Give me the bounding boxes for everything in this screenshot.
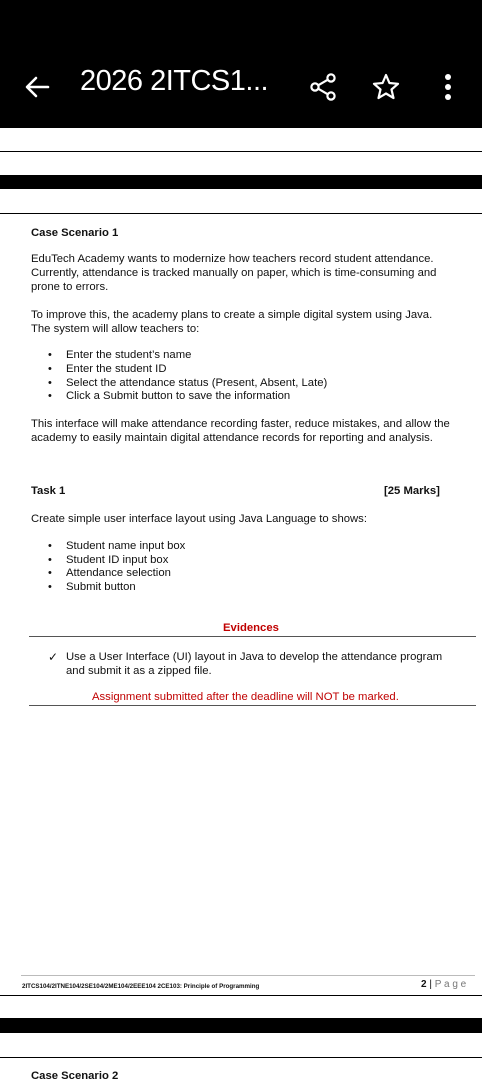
list-item: Submit button [66, 581, 136, 593]
bullet-dot: • [48, 540, 52, 552]
task-marks: [25 Marks] [384, 485, 440, 497]
evidences-heading: Evidences [223, 622, 279, 634]
task-heading: Task 1 [31, 485, 66, 497]
page-gap-band [0, 175, 482, 189]
bullet-dot: • [48, 349, 52, 361]
app-bar [0, 0, 482, 128]
deadline-note: Assignment submitted after the deadline will NOT be marked. [92, 691, 399, 703]
share-icon[interactable] [308, 72, 338, 102]
check-mark-icon: ✓ [48, 650, 59, 664]
evidences-rule [29, 636, 476, 637]
page-divider [0, 213, 482, 214]
more-vert-icon[interactable] [436, 72, 460, 102]
footer-course-codes: 2ITCS104/2ITNE104/2SE104/2ME104/2EEE104 2CE103: Principle of Programming [22, 983, 260, 990]
page-word: P a g e [434, 979, 467, 990]
case-heading: Case Scenario 1 [31, 227, 119, 239]
page-divider [0, 995, 482, 996]
list-item: Select the attendance status (Present, Absent, Late) [66, 377, 328, 389]
document-title: 2026 2ITCS1... [80, 65, 269, 97]
task-description: Create simple user interface layout using Java Language to shows: [31, 513, 367, 525]
para-line: To improve this, the academy plans to create a simple digital system using Java. [31, 309, 433, 321]
list-item: Attendance selection [66, 567, 171, 579]
para-line: The system will allow teachers to: [31, 323, 200, 335]
list-item: Enter the student ID [66, 363, 167, 375]
list-item: Student name input box [66, 540, 186, 552]
bullet-dot: • [48, 581, 52, 593]
bullet-dot: • [48, 390, 52, 402]
note-rule [29, 705, 476, 706]
para-line: prone to errors. [31, 281, 109, 293]
bullet-dot: • [48, 377, 52, 389]
para-line: Currently, attendance is tracked manually on paper, which is time-consuming and [31, 267, 437, 279]
case-heading-2: Case Scenario 2 [31, 1070, 119, 1082]
back-arrow-icon[interactable] [22, 72, 52, 102]
footer-page-number [421, 978, 466, 991]
list-item: Enter the student’s name [66, 349, 192, 361]
page-gap-band [0, 1018, 482, 1033]
bullet-dot: • [48, 363, 52, 375]
para-line: academy to easily maintain digital attendance records for reporting and analysis. [31, 432, 433, 444]
evidence-line: Use a User Interface (UI) layout in Java to develop the attendance program [66, 651, 443, 663]
evidence-line: and submit it as a zipped file. [66, 665, 212, 677]
footer-rule [21, 975, 475, 976]
page-separator: | [429, 979, 432, 990]
page-number: 2 [421, 979, 427, 990]
para-line: This interface will make attendance recording faster, reduce mistakes, and allow the [31, 418, 450, 430]
bullet-dot: • [48, 554, 52, 566]
star-icon[interactable] [371, 72, 401, 102]
bullet-dot: • [48, 567, 52, 579]
para-line: EduTech Academy wants to modernize how teachers record student attendance. [31, 253, 434, 265]
list-item: Student ID input box [66, 554, 169, 566]
page-divider [0, 1057, 482, 1058]
page-divider [0, 151, 482, 152]
list-item: Click a Submit button to save the information [66, 390, 291, 402]
